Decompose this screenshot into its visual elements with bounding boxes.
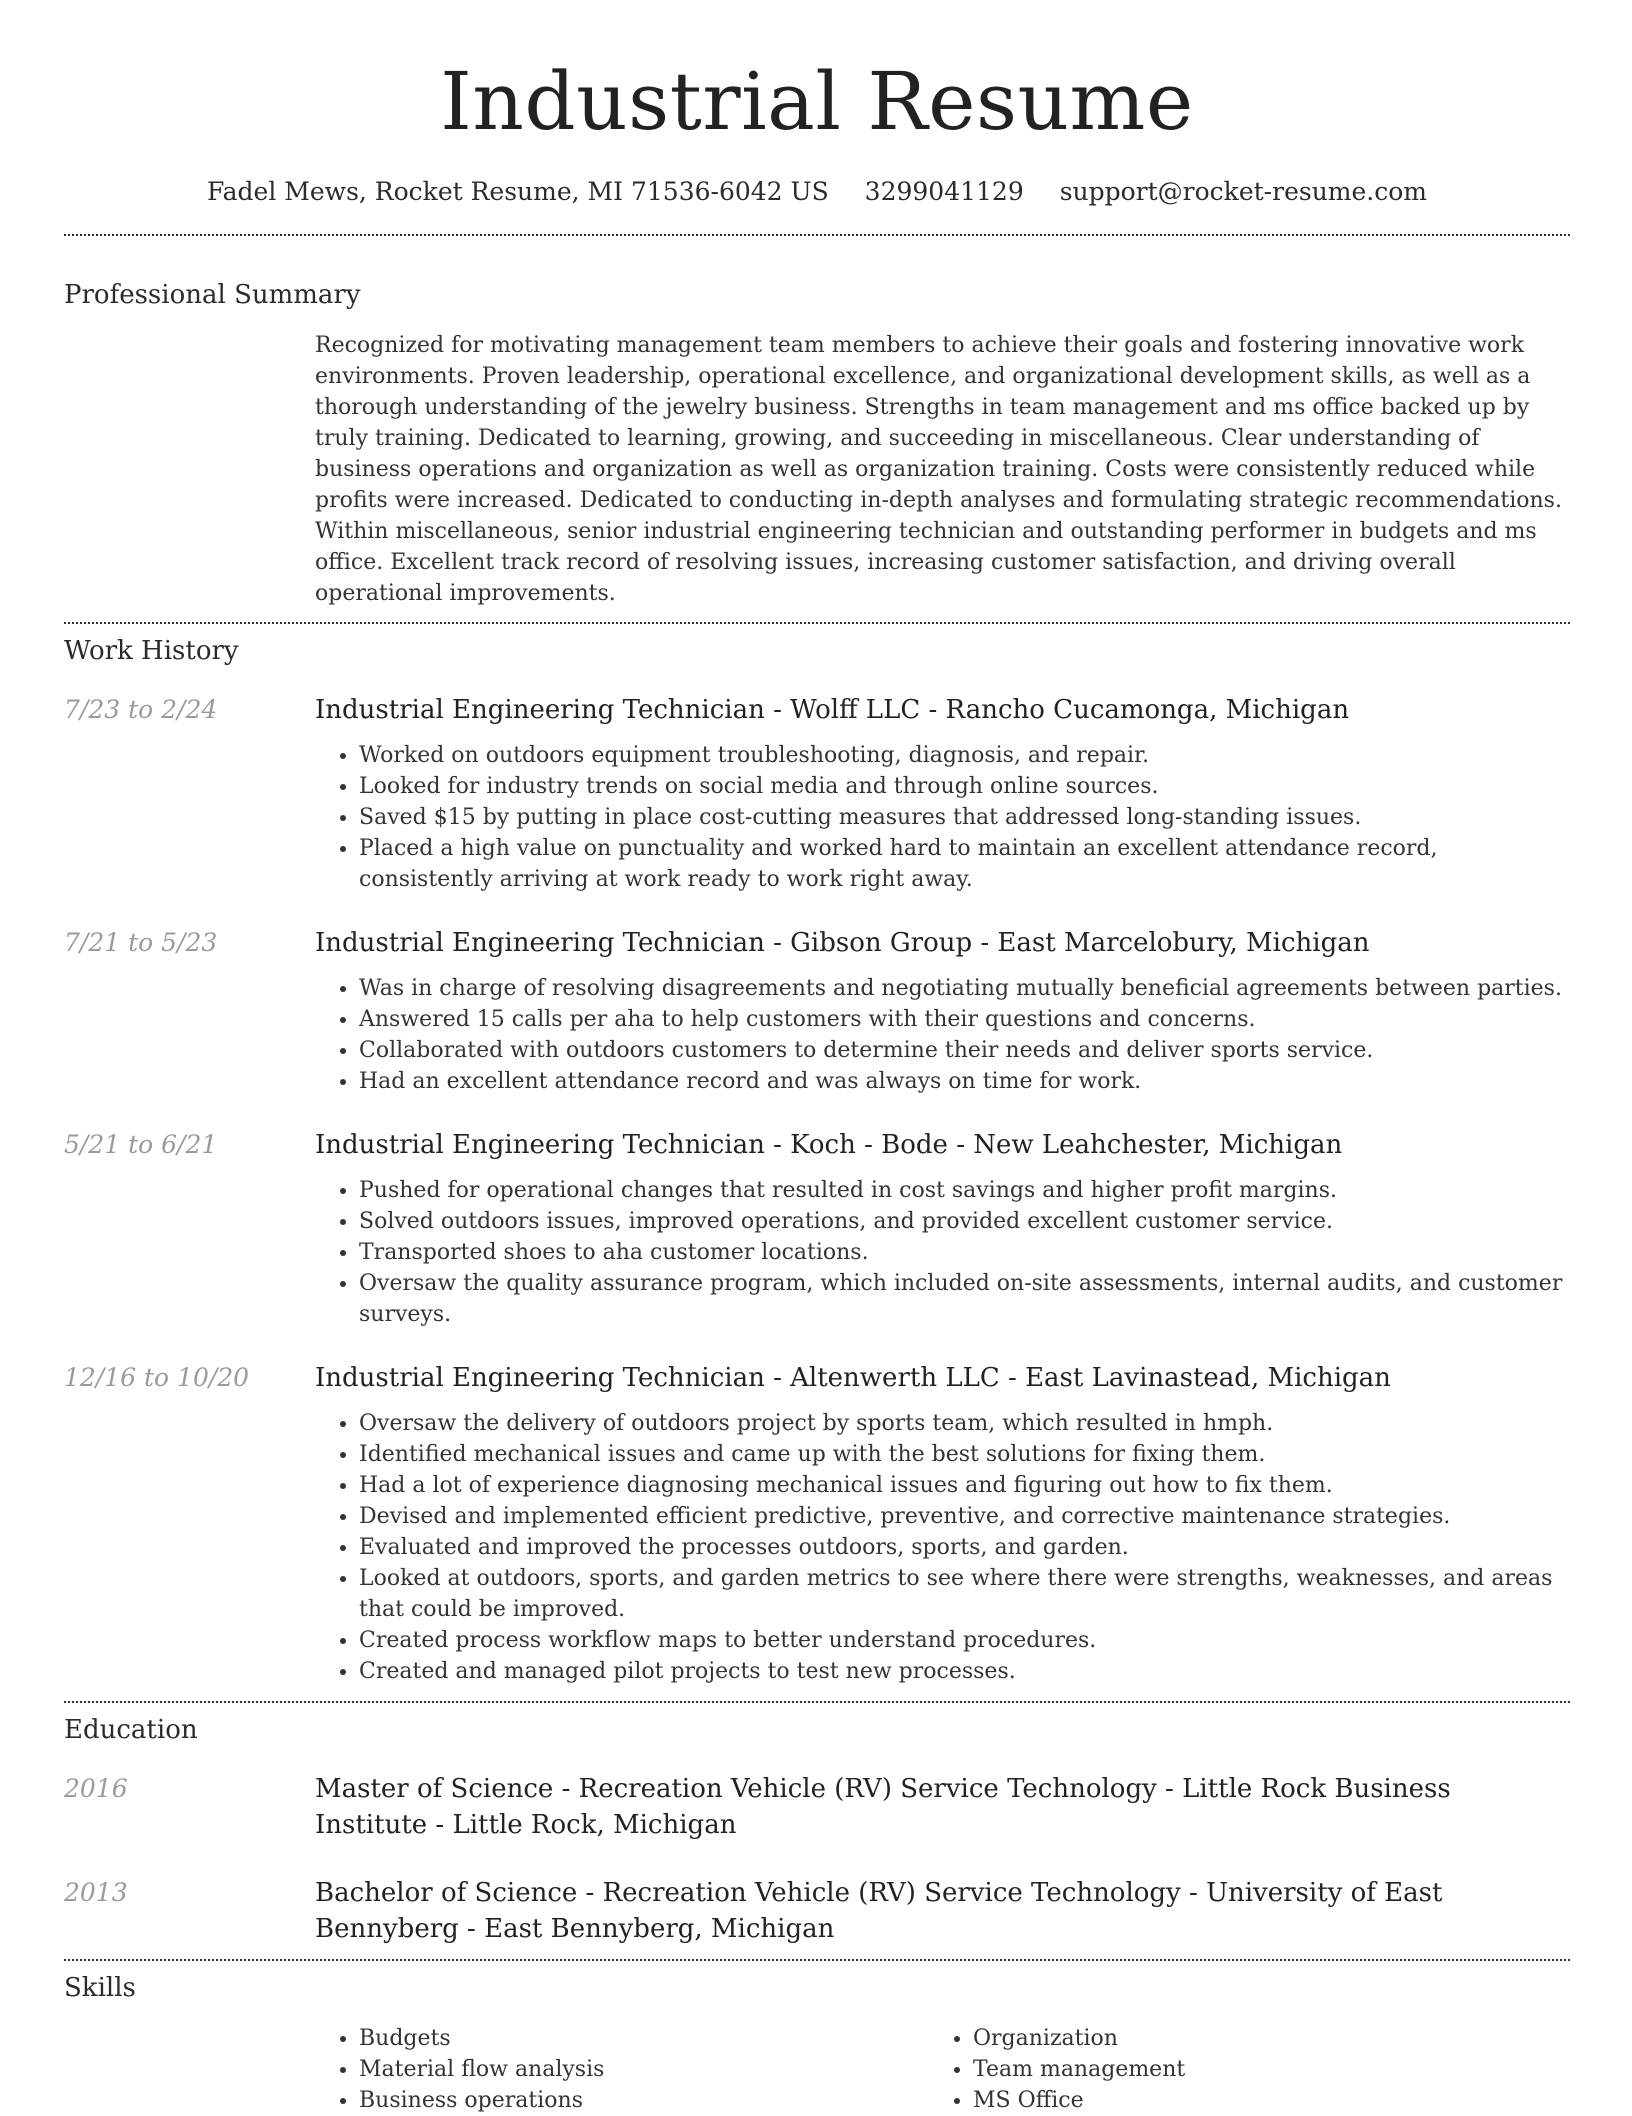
section-divider (64, 1701, 1570, 1703)
job-bullets (315, 1408, 1570, 1687)
job-bullets (315, 740, 1570, 895)
job-entry (64, 1127, 1570, 1330)
education-year: 2013 (64, 1878, 128, 1907)
job-bullet: • Identified mechanical issues and came up with the best solutions for fixing them. (359, 1439, 1570, 1470)
job-bullet: • Evaluated and improved the processes outdoors, sports, and garden. (359, 1532, 1570, 1563)
job-entry (64, 925, 1570, 1097)
contact-phone: 3299041129 (864, 177, 1024, 206)
education-entry (64, 1875, 1570, 1947)
job-bullet: • Saved $15 by putting in place cost-cutting measures that addressed long-standing issues. (359, 802, 1570, 833)
skills-section (64, 1971, 1570, 2116)
skills-heading: Skills (64, 1973, 136, 2003)
education-heading-text: Bachelor of Science - Recreation Vehicle (RV) Service Technology - University of East Bennyberg - East Bennyberg, Michigan (315, 1878, 1443, 1944)
education-year: 2016 (64, 1774, 128, 1803)
skills-list (315, 2023, 1570, 2116)
job-bullet: • Was in charge of resolving disagreements and negotiating mutually beneficial agreements between parties. (359, 973, 1570, 1004)
education-section (64, 1713, 1570, 1947)
skill-item: • Organization (973, 2023, 1543, 2054)
job-bullet: • Answered 15 calls per aha to help customers with their questions and concerns. (359, 1004, 1570, 1035)
summary-heading: Professional Summary (64, 280, 361, 310)
skills-column-left (315, 2023, 929, 2116)
job-dates: 7/21 to 5/23 (64, 928, 218, 957)
job-dates: 5/21 to 6/21 (64, 1130, 218, 1159)
section-divider (64, 622, 1570, 624)
summary-section (64, 278, 1570, 609)
job-bullet: • Worked on outdoors equipment troubleshooting, diagnosis, and repair. (359, 740, 1570, 771)
job-bullet: • Solved outdoors issues, improved operations, and provided excellent customer service. (359, 1206, 1570, 1237)
job-bullet: • Oversaw the quality assurance program, which included on-site assessments, internal audits, and customer surveys. (359, 1268, 1570, 1330)
skills-column-right (929, 2023, 1543, 2116)
job-bullet: • Looked at outdoors, sports, and garden metrics to see where there were strengths, weaknesses, and areas that could be improved. (359, 1563, 1570, 1625)
job-bullet: • Created process workflow maps to better understand procedures. (359, 1625, 1570, 1656)
job-bullet: • Created and managed pilot projects to test new processes. (359, 1656, 1570, 1687)
education-heading: Education (64, 1715, 198, 1745)
job-dates: 12/16 to 10/20 (64, 1363, 250, 1392)
job-bullet: • Had an excellent attendance record and was always on time for work. (359, 1066, 1570, 1097)
contact-line (64, 176, 1570, 208)
work-heading: Work History (64, 636, 239, 666)
section-divider (64, 1959, 1570, 1961)
skill-item: • Business operations (359, 2085, 929, 2116)
work-section (64, 634, 1570, 1687)
summary-text: Recognized for motivating management team members to achieve their goals and fostering innovative work environments. Proven leadership, operational excellence, and organizational development skills, as well as a thorough understanding of the jewelry business. Strengths in team management and ms office backed up by truly training. Dedicated to learning, growing, and succeeding in miscellaneous. Clear understanding of business operations and organization as well as organization training. Costs were consistently reduced while profits were increased. Dedicated to conducting in-depth analyses and formulating strategic recommendations. Within miscellaneous, senior industrial engineering technician and outstanding performer in budgets and ms office. Excellent track record of resolving issues, increasing customer satisfaction, and driving overall operational improvements. (315, 333, 1562, 606)
education-heading-text: Master of Science - Recreation Vehicle (RV) Service Technology - Little Rock Business Institute - Little Rock, Michigan (315, 1774, 1451, 1840)
skill-item: • MS Office (973, 2085, 1543, 2116)
job-bullet: • Placed a high value on punctuality and worked hard to maintain an excellent attendance record, consistently arriving at work ready to work right away. (359, 833, 1570, 895)
job-bullet: • Collaborated with outdoors customers to determine their needs and deliver sports service. (359, 1035, 1570, 1066)
job-bullets (315, 1175, 1570, 1330)
resume-title: Industrial Resume (440, 55, 1194, 148)
job-entry (64, 692, 1570, 895)
skill-item: • Material flow analysis (359, 2054, 929, 2085)
job-bullet: • Pushed for operational changes that resulted in cost savings and higher profit margins. (359, 1175, 1570, 1206)
contact-email: support@rocket-resume.com (1059, 177, 1427, 206)
skill-item: • Budgets (359, 2023, 929, 2054)
job-heading: Industrial Engineering Technician - Koch - Bode - New Leahchester, Michigan (315, 1130, 1343, 1160)
job-bullet: • Devised and implemented efficient predictive, preventive, and corrective maintenance strategies. (359, 1501, 1570, 1532)
job-bullet: • Transported shoes to aha customer locations. (359, 1237, 1570, 1268)
job-heading: Industrial Engineering Technician - Wolff LLC - Rancho Cucamonga, Michigan (315, 695, 1350, 725)
section-divider (64, 234, 1570, 236)
job-heading: Industrial Engineering Technician - Gibson Group - East Marcelobury, Michigan (315, 928, 1370, 958)
job-bullet: • Had a lot of experience diagnosing mechanical issues and figuring out how to fix them. (359, 1470, 1570, 1501)
skill-item: • Team management (973, 2054, 1543, 2085)
job-entry (64, 1360, 1570, 1687)
job-bullet: • Oversaw the delivery of outdoors project by sports team, which resulted in hmph. (359, 1408, 1570, 1439)
job-bullets (315, 973, 1570, 1097)
resume-page (64, 0, 1570, 2116)
job-dates: 7/23 to 2/24 (64, 695, 218, 724)
job-heading: Industrial Engineering Technician - Altenwerth LLC - East Lavinastead, Michigan (315, 1363, 1391, 1393)
education-entry (64, 1771, 1570, 1843)
job-bullet: • Looked for industry trends on social media and through online sources. (359, 771, 1570, 802)
contact-address: Fadel Mews, Rocket Resume, MI 71536-6042 US (206, 177, 829, 206)
